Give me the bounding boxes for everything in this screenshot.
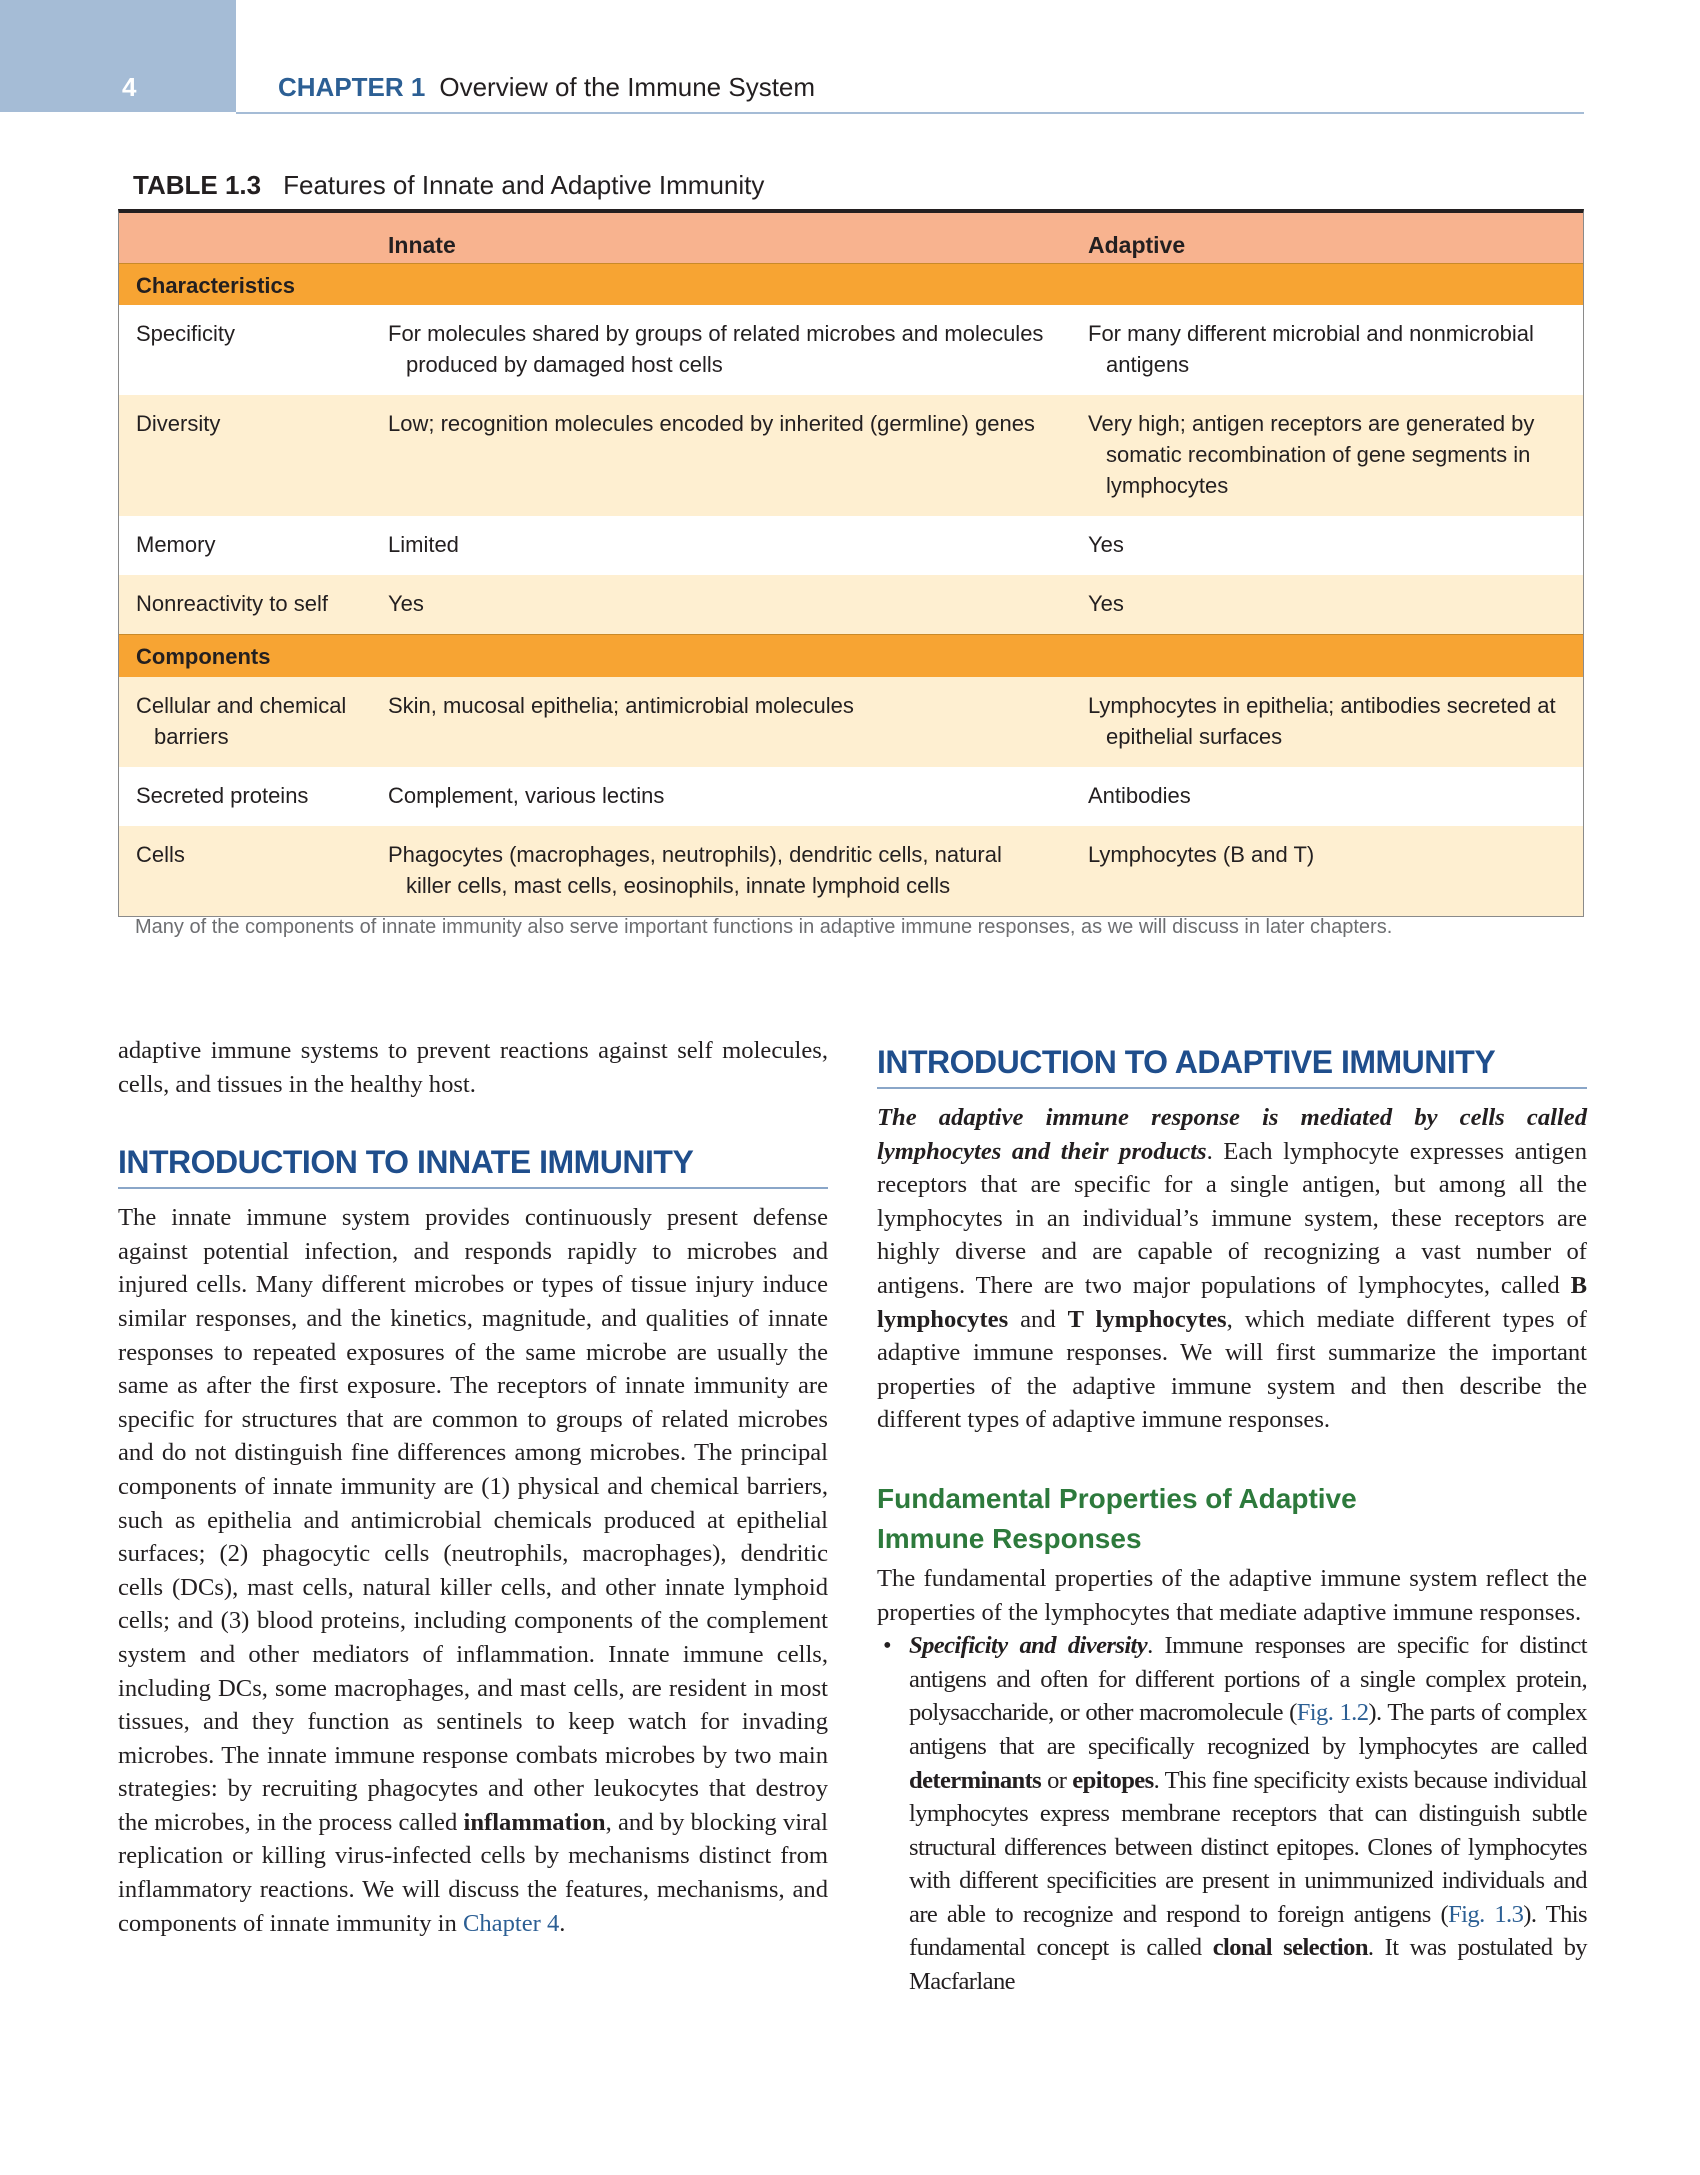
- table-row: [119, 575, 1583, 635]
- table-row: [119, 516, 1583, 575]
- properties-list: [877, 1629, 1587, 1999]
- row-innate: Skin, mucosal epithelia; antimicrobial molecules: [388, 692, 854, 718]
- chapter-4-link[interactable]: Chapter 4: [462, 1909, 560, 1937]
- row-adaptive: For many different microbial and nonmicrobial antigens: [1088, 321, 1534, 377]
- heading-innate-immunity: INTRODUCTION TO INNATE IMMUNITY: [118, 1143, 828, 1189]
- table-label: TABLE 1.3: [133, 170, 262, 200]
- table-header-feature: [119, 213, 388, 263]
- header-rule: [236, 112, 1584, 114]
- left-column: [118, 1034, 828, 1940]
- row-innate: Limited: [388, 532, 459, 557]
- row-feature: Memory: [136, 532, 216, 557]
- row-feature: Nonreactivity to self: [136, 591, 328, 616]
- continued-paragraph: adaptive immune systems to prevent reactions against self molecules, cells, and tissues in the healthy host.: [118, 1037, 828, 1098]
- table-title: Features of Innate and Adaptive Immunity: [283, 170, 765, 200]
- bullet-icon: •: [883, 1632, 892, 1660]
- chapter-title: Overview of the Immune System: [439, 72, 816, 102]
- properties-paragraph: The fundamental properties of the adaptive immune system reflect the properties of the lymphocytes that mediate adaptive immune responses.: [877, 1564, 1587, 1626]
- table-section-row: [119, 263, 1583, 305]
- innate-paragraph: The innate immune system provides continuously present defense against potential infection, and responds rapidly to microbes and injured cells. Many different microbes or types of tissue injury induce similar responses, and the kinetics, magnitude, and qualities of innate responses to repeated exposures of the same microbe are usually the same as after the first exposure. The receptors of innate immunity are specific for structures that are common to groups of related microbes and do not distinguish fine differences among microbes. The principal components of innate immunity are (1) physical and chemical barriers, such as epithelia and antimicrobial chemicals produced at epithelial surfaces; (2) phagocytic cells (neutrophils, macrophages), dendritic cells (DCs), mast cells, natural killer cells, and other innate lymphoid cells; and (3) blood proteins, including components of the complement system and other mediators of inflammation. Innate immune cells, including DCs, some macrophages, and mast cells, are resident in most tissues, and they function as sentinels to keep watch for invading microbes. The innate immune response combats microbes by two main strategies: by recruiting phagocytes and other leukocytes that destroy the microbes, in the process called inflammation, and by blocking viral replication or killing virus-infected cells by mechanisms distinct from inflammatory reactions. We will discuss the features, mechanisms, and components of innate immunity in Chapter 4.: [118, 1204, 828, 1937]
- row-innate: Yes: [388, 591, 424, 616]
- table-header-innate: Innate: [388, 213, 1088, 263]
- adaptive-lead-sentence: The adaptive immune response is mediated by cells called lymphocytes and their products: [877, 1104, 1587, 1165]
- section-heading-components: Components: [119, 635, 1583, 677]
- right-column: [877, 1034, 1587, 1999]
- features-table: [118, 209, 1584, 917]
- page-number: 4: [122, 72, 137, 102]
- table-section-row: [119, 635, 1583, 677]
- bullet-lead: Specificity and diversity: [909, 1632, 1148, 1660]
- page-number-tab: [0, 0, 236, 112]
- row-innate: Low; recognition molecules encoded by inherited (germline) genes: [388, 411, 1035, 436]
- term-inflammation: inflammation: [463, 1808, 606, 1836]
- row-feature: Cells: [136, 841, 185, 867]
- table-caption: [133, 170, 764, 201]
- fig-1-3-link[interactable]: Fig. 1.3: [1448, 1900, 1524, 1928]
- row-adaptive: Very high; antigen receptors are generated by somatic recombination of gene segments in lymphocytes: [1088, 411, 1535, 498]
- term-b-lymphocytes: B lymphocytes: [877, 1271, 1587, 1333]
- table-header-row: [119, 213, 1583, 263]
- table-row: [119, 677, 1583, 767]
- row-adaptive: Lymphocytes (B and T): [1088, 841, 1315, 867]
- list-item: • Specificity and diversity. Immune responses are specific for distinct antigens and often for different portions of a single complex protein, polysaccharide, or other macromolecule (Fig. 1.2). The parts of complex antigens that are specifically recognized by lymphocytes are called determinants or epitopes. This fine specificity exists because individual lymphocytes express membrane receptors that can distinguish subtle structural differences between distinct epitopes. Clones of lymphocytes with different specificities are present in unimmunized individuals and are able to recognize and respond to foreign antigens (Fig. 1.3). This fundamental concept is called clonal selection. It was postulated by Macfarlane: [877, 1629, 1587, 1999]
- term-t-lymphocytes: T lymphocytes: [1067, 1305, 1227, 1333]
- row-feature: Diversity: [136, 411, 221, 436]
- table-footnote: Many of the components of innate immunity also serve important functions in adaptive immune responses, as we will discuss in later chapters.: [135, 916, 1393, 938]
- running-header: [278, 72, 815, 103]
- subheading-fundamental-properties: Fundamental Properties of Adaptive Immune Responses: [877, 1482, 1357, 1554]
- row-adaptive: Antibodies: [1088, 782, 1191, 808]
- section-heading-characteristics: Characteristics: [119, 263, 1583, 305]
- row-adaptive: Yes: [1088, 532, 1124, 557]
- term-clonal-selection: clonal selection: [1212, 1934, 1368, 1962]
- table-row: [119, 826, 1583, 916]
- row-innate: Phagocytes (macrophages, neutrophils), dendritic cells, natural killer cells, mast cells, eosinophils, innate lymphoid cells: [388, 841, 1002, 898]
- term-determinants: determinants: [909, 1766, 1042, 1794]
- row-adaptive: Lymphocytes in epithelia; antibodies secreted at epithelial surfaces: [1088, 692, 1556, 749]
- heading-adaptive-immunity: INTRODUCTION TO ADAPTIVE IMMUNITY: [877, 1043, 1587, 1089]
- row-adaptive: Yes: [1088, 591, 1124, 616]
- table-row: [119, 767, 1583, 826]
- table-row: [119, 395, 1583, 516]
- table-row: [119, 305, 1583, 395]
- chapter-label: CHAPTER 1: [278, 72, 426, 102]
- row-feature: Secreted proteins: [136, 782, 309, 808]
- row-innate: Complement, various lectins: [388, 782, 665, 808]
- row-feature: Specificity: [136, 321, 236, 346]
- adaptive-paragraph: The adaptive immune response is mediated by cells called lymphocytes and their products. Each lymphocyte expresses antigen receptors that are specific for a single antigen, but among all the lymphocytes in an individual’s immune system, these receptors are highly diverse and are capable of recognizing a vast number of antigens. There are two major populations of lymphocytes, called B lymphocytes and T lymphocytes, which mediate different types of adaptive immune responses. We will first summarize the important properties of the adaptive immune system and then describe the different types of adaptive immune responses.: [877, 1104, 1588, 1434]
- table-header-adaptive: Adaptive: [1088, 213, 1583, 263]
- fig-1-2-link[interactable]: Fig. 1.2: [1296, 1699, 1369, 1727]
- row-feature: Cellular and chemical barriers: [136, 692, 347, 749]
- term-epitopes: epitopes: [1072, 1766, 1154, 1794]
- row-innate: For molecules shared by groups of related microbes and molecules produced by damaged host cells: [388, 321, 1044, 377]
